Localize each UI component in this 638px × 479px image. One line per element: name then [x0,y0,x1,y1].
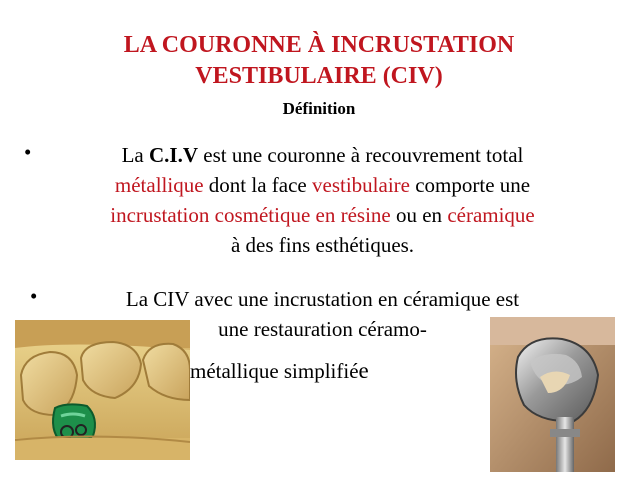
text-run: La [121,143,149,167]
text-run: dont la face [203,173,312,197]
paragraph-line: une restauration céramo- [218,317,427,341]
slide-title-line-2: VESTIBULAIRE (CIV) [195,63,443,89]
section-subtitle: Définition [282,99,356,118]
highlight-term: céramique [447,203,535,227]
highlight-term: incrustation cosmétique en résine [110,203,391,227]
paragraph-line [20,200,625,230]
dental-model-photo [15,320,190,460]
bullet-marker-2: • [30,284,38,308]
metal-crown-photo [490,317,615,472]
highlight-term: métallique [114,173,204,197]
highlight-term: vestibulaire [312,173,410,197]
bullet-marker-1: • [24,140,32,164]
paragraph-tail-line [190,356,369,386]
dental-model-image [15,320,190,460]
metal-crown-image [490,317,615,472]
definition-paragraph [20,140,625,260]
text-run: ou en [390,203,448,227]
civ-abbreviation: C.I.V [149,143,199,167]
paragraph-line [20,170,625,200]
text-run: est une couronne à recouvrement total [198,143,524,167]
text-run: e [358,358,369,383]
slide-title-line-1: LA COURONNE À INCRUSTATION [123,32,515,58]
paragraph-line: à des fins esthétiques. [230,233,415,257]
text-run: métallique simplifié [190,359,359,383]
text-run: comporte une [409,173,531,197]
paragraph-line: La CIV avec une incrustation en céramique est [125,287,520,311]
paragraph-line [20,140,625,170]
